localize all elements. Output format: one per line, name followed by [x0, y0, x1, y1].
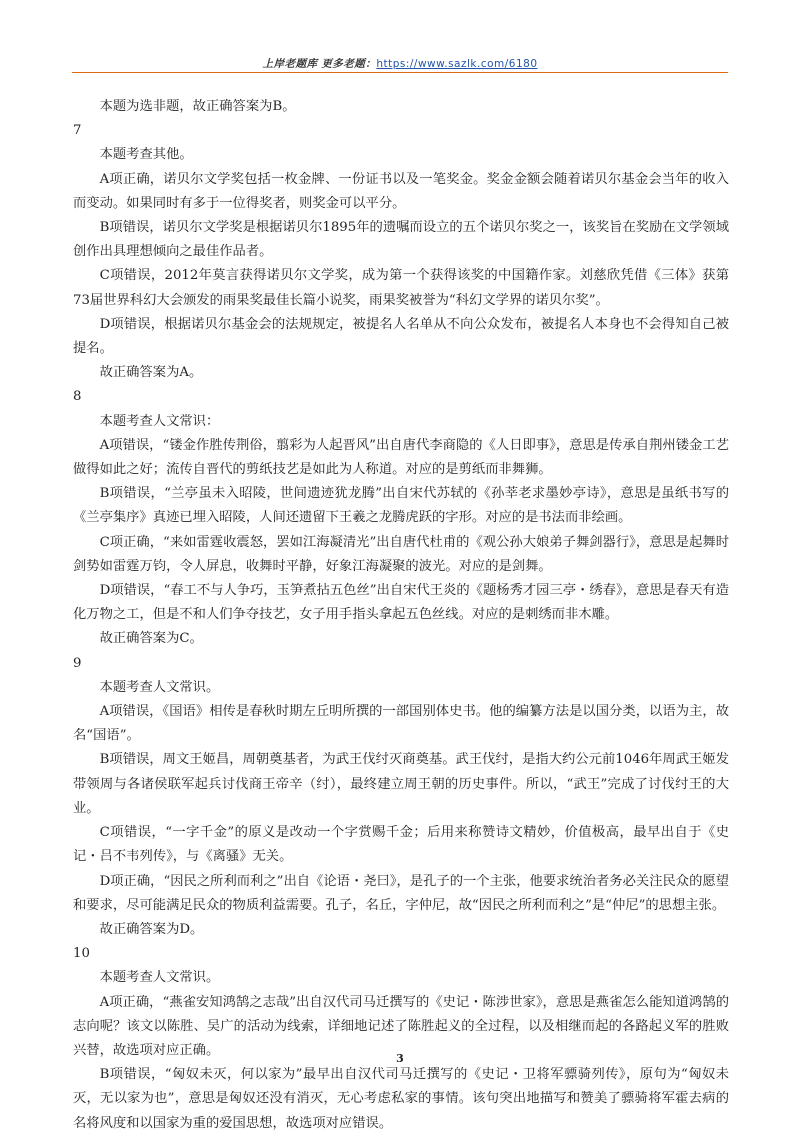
- question-number: 10: [73, 946, 90, 962]
- paragraph: 本题考查人文常识。: [99, 679, 220, 695]
- paragraph: 本题考查人文常识：: [99, 413, 220, 429]
- header-divider: [72, 72, 728, 73]
- paragraph: B项错误，“匈奴未灭，何以家为”最早出自汉代司马迁撰写的《史记・卫将军骠骑列传》，原句为“匈奴未灭，无以家为也”，意思是匈奴还没有消灭，无心考虑私家的事情。该句突出地描写和赞美了骠骑将军霍去病的名将风度和以国家为重的爱国思想，故选项对应错误。: [73, 1067, 729, 1131]
- header-more-label: 更多老题：: [321, 58, 377, 70]
- paragraph: C项错误，“一字千金”的原义是改动一个字赏赐千金；后用来称赞诗文精妙，价值极高，最早出自于《史记・吕不韦列传》，与《离骚》无关。: [73, 825, 729, 865]
- question-number: 7: [73, 123, 82, 139]
- page-header: [0, 56, 800, 71]
- paragraph: 故正确答案为A。: [99, 365, 203, 381]
- paragraph: C项错误，2012年莫言获得诺贝尔文学奖，成为第一个获得该奖的中国籍作家。刘慈欣凭借《三体》获第73届世界科幻大会颁发的雨果奖最佳长篇小说奖，雨果奖被誉为“科幻文学界的诺贝尔奖”。: [73, 268, 729, 308]
- question-number: 8: [73, 389, 82, 405]
- paragraph: 本题考查人文常识。: [99, 970, 220, 986]
- header-url-link[interactable]: https://www.sazlk.com/6180: [376, 58, 538, 70]
- paragraph: 本题考查其他。: [99, 147, 193, 163]
- page-number: 3: [396, 1052, 404, 1065]
- paragraph: B项错误，周文王姬昌，周朝奠基者，为武王伐纣灭商奠基。武王伐纣，是指大约公元前1046年周武王姬发带领周与各诸侯联军起兵讨伐商王帝辛（纣），最终建立周王朝的历史事件。所以，“武王”完成了讨伐纣王的大业。: [73, 752, 729, 816]
- paragraph: 故正确答案为D。: [99, 921, 204, 937]
- paragraph: 故正确答案为C。: [99, 631, 203, 647]
- paragraph: A项正确，“燕雀安知鸿鹄之志哉”出自汉代司马迁撰写的《史记・陈涉世家》，意思是燕雀怎么能知道鸿鹄的志向呢？该文以陈胜、吴广的活动为线索，详细地记述了陈胜起义的全过程，以及相继而起的各路起义军的胜败兴替，故选项对应正确。: [73, 994, 729, 1058]
- paragraph: B项错误，诺贝尔文学奖是根据诺贝尔1895年的遗嘱而设立的五个诺贝尔奖之一，该奖旨在奖励在文学领域创作出具理想倾向之最佳作品者。: [73, 220, 729, 260]
- paragraph: D项错误，“春工不与人争巧，玉笋煮拈五色丝”出自宋代王炎的《题杨秀才园三亭・绣春》，意思是春天有造化万物之工，但是不和人们争夺技艺，女子用手指头拿起五色丝线。对应的是刺绣而非木雕。: [73, 583, 729, 623]
- paragraph: A项错误，“镂金作胜传荆俗，翦彩为人起晋风”出自唐代李商隐的《人日即事》，意思是传承自荆州镂金工艺做得如此之好；流传自晋代的剪纸技艺是如此为人称道。对应的是剪纸而非舞狮。: [73, 437, 729, 478]
- header-brand: 上岸老题库: [262, 58, 318, 70]
- paragraph: D项错误，根据诺贝尔基金会的法规规定，被提名人名单从不向公众发布，被提名人本身也不会得知自己被提名。: [73, 316, 729, 357]
- paragraph: 本题为选非题，故正确答案为B。: [99, 99, 296, 114]
- document-body: [73, 95, 729, 1136]
- paragraph: D项正确，“因民之所利而利之”出自《论语・尧曰》，是孔子的一个主张，他要求统治者务必关注民众的愿望和要求，尽可能满足民众的物质利益需要。孔子，名丘，字仲尼，故“因民之所利而利之”是“仲尼”的思想主张。: [73, 873, 729, 913]
- paragraph: C项正确，“来如雷霆收震怒，罢如江海凝清光”出自唐代杜甫的《观公孙大娘弟子舞剑器行》，意思是起舞时剑势如雷霆万钧，令人屏息，收舞时平静，好象江海凝聚的波光。对应的是剑舞。: [73, 534, 729, 574]
- paragraph: A项正确，诺贝尔文学奖包括一枚金牌、一份证书以及一笔奖金。奖金金额会随着诺贝尔基金会当年的收入而变动。如果同时有多于一位得奖者，则奖金可以平分。: [73, 171, 729, 211]
- paragraph: A项错误，《国语》相传是春秋时期左丘明所撰的一部国别体史书。他的编纂方法是以国分类，以语为主，故名“国语”。: [73, 704, 729, 744]
- question-number: 9: [73, 655, 82, 671]
- paragraph: B项错误，“兰亭虽未入昭陵，世间遗迹犹龙腾”出自宋代苏轼的《孙莘老求墨妙亭诗》，意思是虽纸书写的《兰亭集序》真迹已埋入昭陵，人间还遗留下王羲之龙腾虎跃的字形。对应的是书法而非绘画。: [73, 486, 729, 526]
